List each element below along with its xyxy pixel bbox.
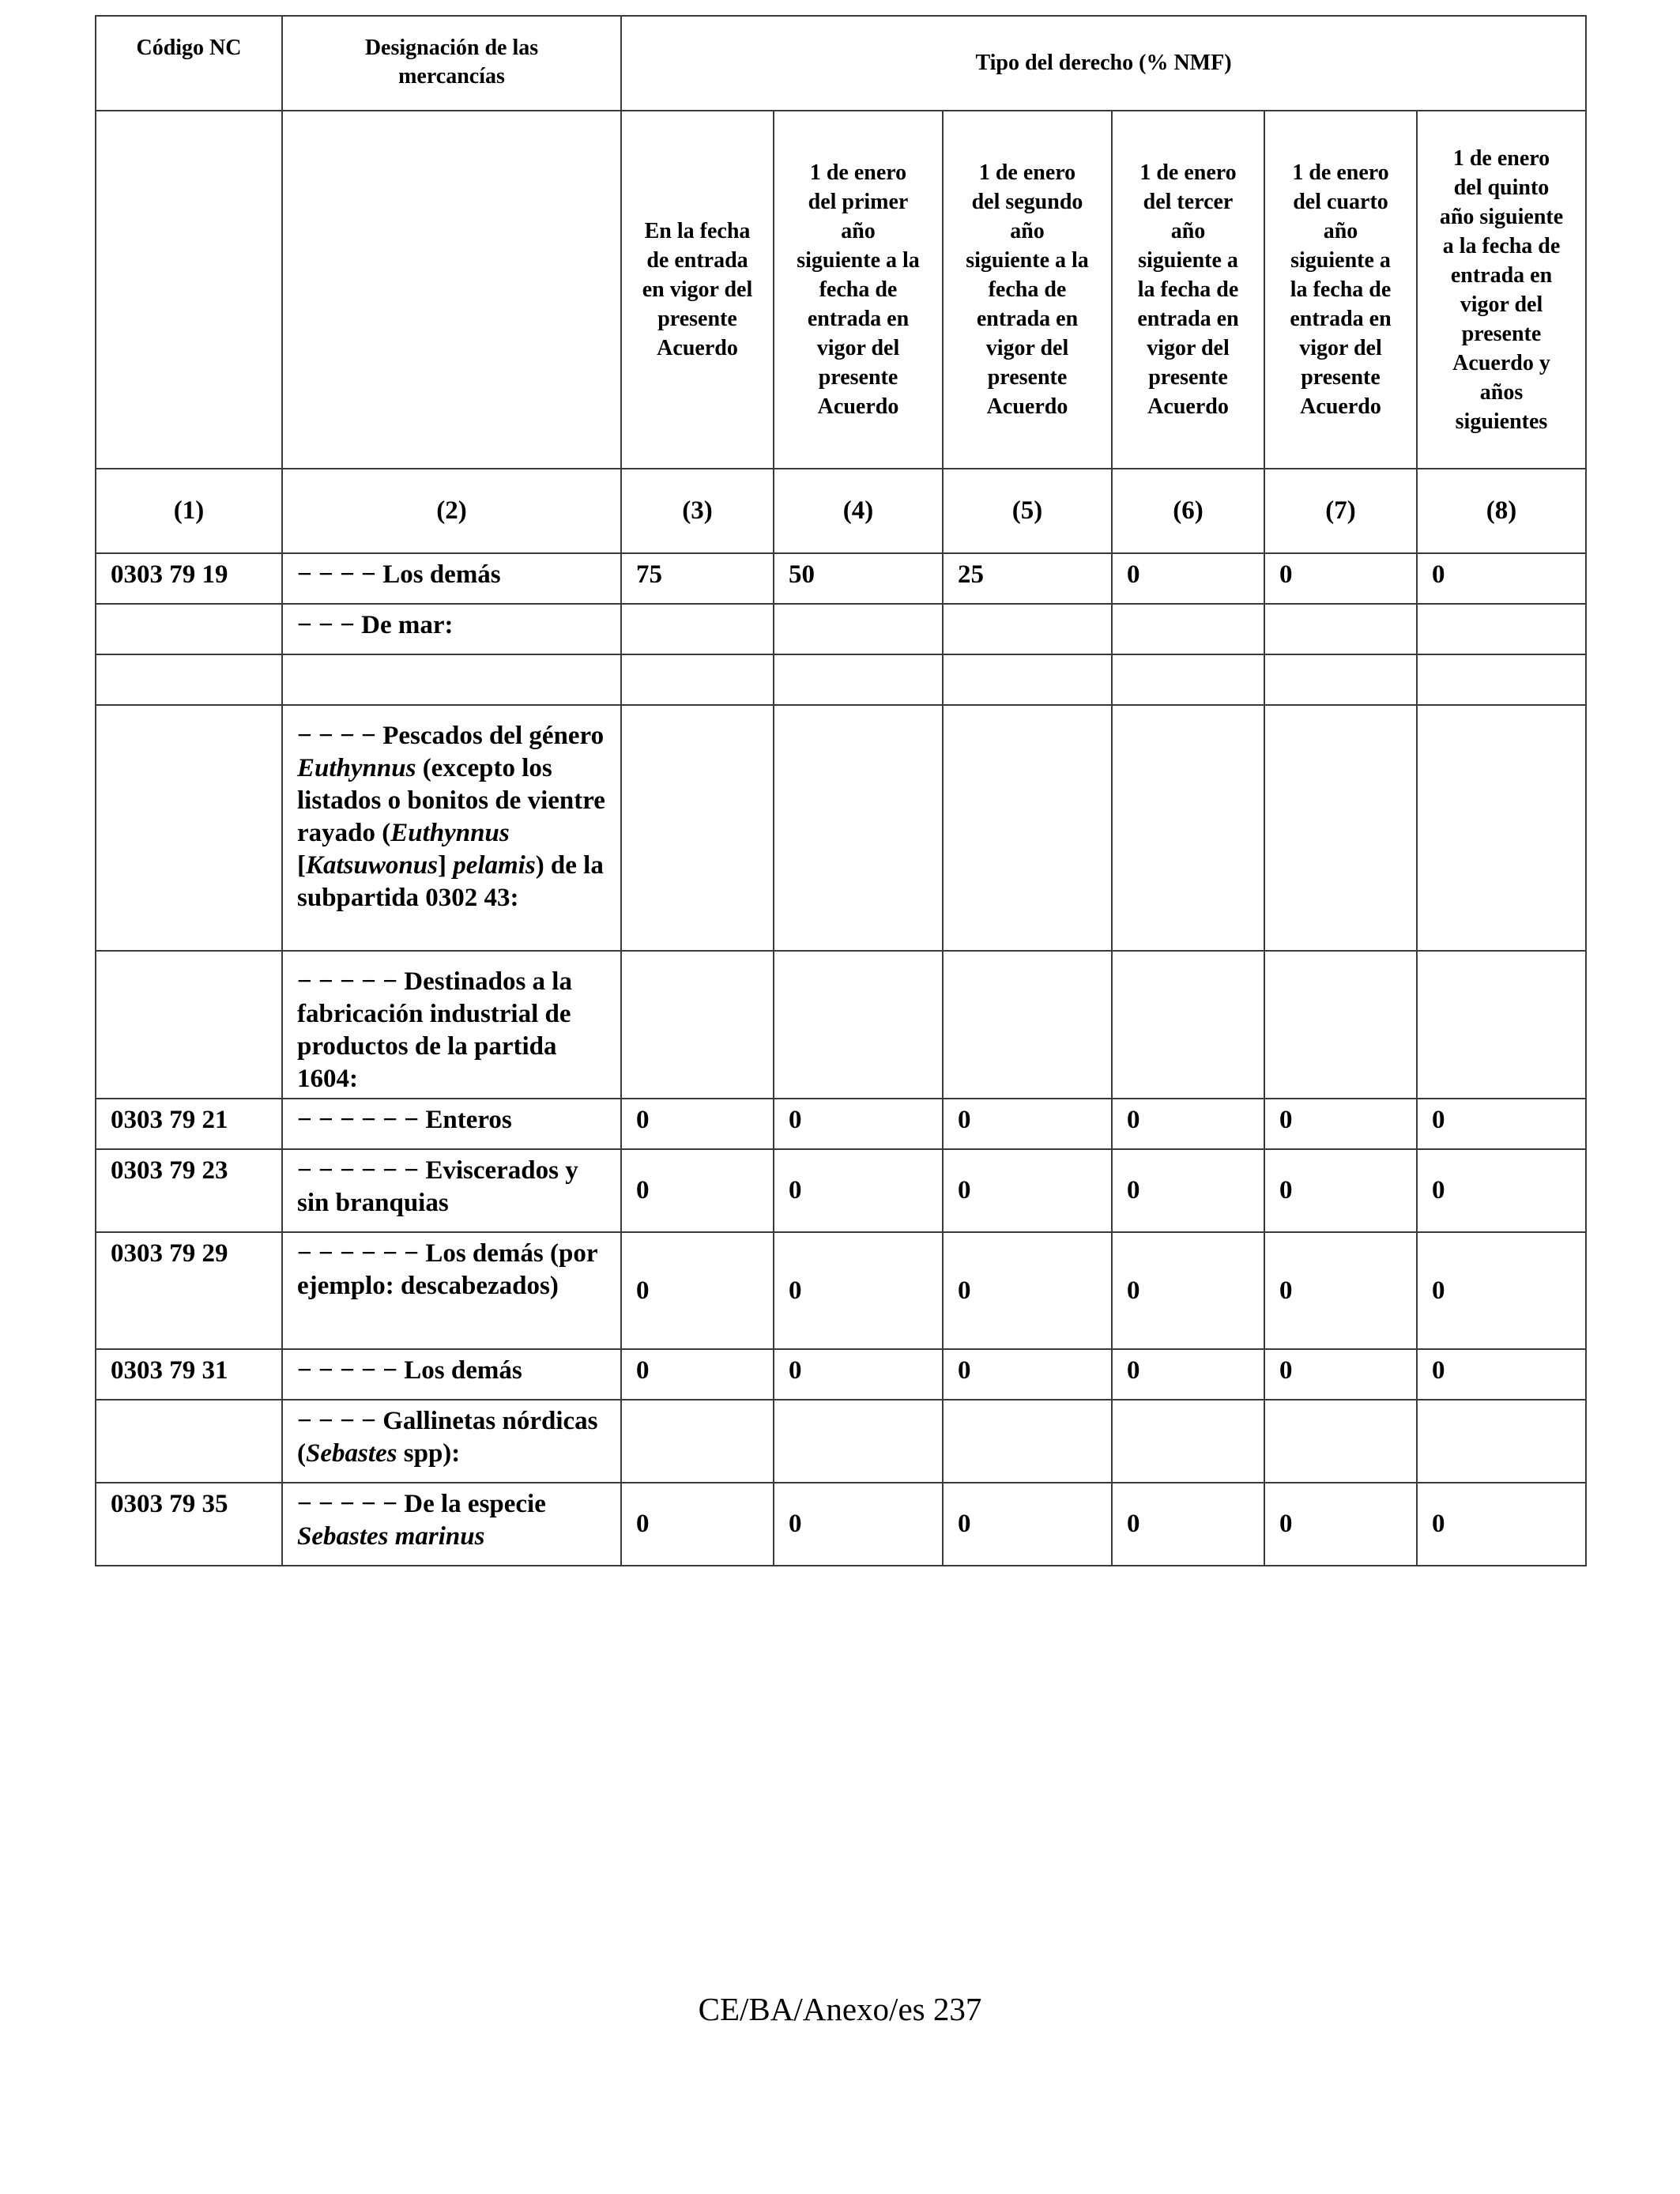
rate-cell: 0 xyxy=(1264,1099,1417,1149)
rate-cell xyxy=(943,951,1112,1099)
rate-cell xyxy=(1112,951,1264,1099)
rate-cell: 0 xyxy=(1417,1149,1586,1232)
rate-cell: 0 xyxy=(1112,1349,1264,1400)
rate-cell xyxy=(1264,705,1417,951)
rate-cell: 0 xyxy=(1264,1149,1417,1232)
rate-cell xyxy=(774,604,943,654)
rate-cell xyxy=(1417,1400,1586,1483)
rate-cell xyxy=(1112,604,1264,654)
header-sub-8: 1 de enero del quinto año siguiente a la fecha de entrada en vigor del presente Acuerdo y años siguientes xyxy=(1417,111,1586,469)
header-code: Código NC xyxy=(96,16,282,111)
rate-cell: 0 xyxy=(774,1232,943,1349)
rate-cell: 0 xyxy=(1264,1232,1417,1349)
col-number: (8) xyxy=(1417,469,1586,553)
rate-cell: 0 xyxy=(1417,1099,1586,1149)
table-row xyxy=(96,1099,1586,1149)
rate-cell xyxy=(774,654,943,705)
rate-cell: 0 xyxy=(1417,1232,1586,1349)
cn-code xyxy=(96,654,282,705)
rate-cell xyxy=(1264,654,1417,705)
rate-cell: 0 xyxy=(1112,1232,1264,1349)
table-row xyxy=(96,705,1586,951)
rate-cell: 0 xyxy=(621,1483,774,1566)
col-number: (2) xyxy=(282,469,621,553)
header-duty-rate: Tipo del derecho (% NMF) xyxy=(621,16,1586,111)
rate-cell: 0 xyxy=(621,1232,774,1349)
rate-cell xyxy=(621,705,774,951)
table-row xyxy=(96,553,1586,604)
table-row xyxy=(96,654,1586,705)
rate-cell xyxy=(1417,705,1586,951)
rate-cell: 0 xyxy=(1417,1349,1586,1400)
col-number: (6) xyxy=(1112,469,1264,553)
table-row xyxy=(96,951,1586,1099)
rate-cell: 0 xyxy=(774,1149,943,1232)
page-footer: CE/BA/Anexo/es 237 xyxy=(698,1991,982,2027)
rate-cell: 0 xyxy=(1417,1483,1586,1566)
rate-cell xyxy=(774,951,943,1099)
rate-cell xyxy=(1112,654,1264,705)
goods-description: − − − − Gallinetas nórdicas (Sebastes spp): xyxy=(282,1400,621,1483)
rate-cell: 0 xyxy=(1112,1483,1264,1566)
tariff-table xyxy=(95,15,1587,1566)
rate-cell xyxy=(1112,705,1264,951)
goods-description: − − − − − Destinados a la fabricación industrial de productos de la partida 1604: xyxy=(282,951,621,1099)
rate-cell xyxy=(943,1400,1112,1483)
header-row-numbers xyxy=(96,469,1586,553)
table-row xyxy=(96,1483,1586,1566)
rate-cell: 0 xyxy=(1264,553,1417,604)
cn-code: 0303 79 19 xyxy=(96,553,282,604)
rate-cell: 0 xyxy=(943,1349,1112,1400)
col-number: (5) xyxy=(943,469,1112,553)
header-designation: Designación de las mercancías xyxy=(282,16,621,111)
rate-cell: 0 xyxy=(774,1099,943,1149)
table-row xyxy=(96,1149,1586,1232)
cn-code: 0303 79 23 xyxy=(96,1149,282,1232)
table-row xyxy=(96,1400,1586,1483)
rate-cell xyxy=(621,951,774,1099)
goods-description: − − − − − − Enteros xyxy=(282,1099,621,1149)
header-sub-7: 1 de enero del cuarto año siguiente a la fecha de entrada en vigor del presente Acuerdo xyxy=(1264,111,1417,469)
rate-cell: 75 xyxy=(621,553,774,604)
header-blank-1 xyxy=(96,111,282,469)
rate-cell xyxy=(1417,654,1586,705)
header-row-1 xyxy=(96,16,1586,111)
rate-cell xyxy=(943,654,1112,705)
table-row xyxy=(96,1349,1586,1400)
rate-cell: 50 xyxy=(774,553,943,604)
rate-cell xyxy=(621,1400,774,1483)
col-number: (4) xyxy=(774,469,943,553)
header-sub-4: 1 de enero del primer año siguiente a la fecha de entrada en vigor del presente Acuerdo xyxy=(774,111,943,469)
rate-cell: 0 xyxy=(621,1349,774,1400)
cn-code: 0303 79 21 xyxy=(96,1099,282,1149)
rate-cell xyxy=(1417,951,1586,1099)
cn-code xyxy=(96,604,282,654)
goods-description: − − − − − − Los demás (por ejemplo: descabezados) xyxy=(282,1232,621,1349)
table-row xyxy=(96,1232,1586,1349)
rate-cell xyxy=(943,604,1112,654)
header-blank-2 xyxy=(282,111,621,469)
rate-cell xyxy=(774,705,943,951)
rate-cell: 0 xyxy=(943,1483,1112,1566)
rate-cell xyxy=(1417,604,1586,654)
rate-cell: 0 xyxy=(774,1483,943,1566)
goods-description: − − − − − Los demás xyxy=(282,1349,621,1400)
goods-description: − − − De mar: xyxy=(282,604,621,654)
rate-cell: 0 xyxy=(1112,1149,1264,1232)
cn-code xyxy=(96,1400,282,1483)
rate-cell xyxy=(621,654,774,705)
goods-description xyxy=(282,654,621,705)
rate-cell xyxy=(1264,1400,1417,1483)
goods-description: − − − − Pescados del género Euthynnus (excepto los listados o bonitos de vientre rayado (Euthynnus [Katsuwonus] pelamis) de la subpartida 0302 43: xyxy=(282,705,621,951)
cn-code xyxy=(96,951,282,1099)
header-sub-5: 1 de enero del segundo año siguiente a la fecha de entrada en vigor del presente Acuerdo xyxy=(943,111,1112,469)
cn-code xyxy=(96,705,282,951)
rate-cell xyxy=(1264,604,1417,654)
rate-cell: 0 xyxy=(943,1149,1112,1232)
goods-description: − − − − − − Eviscerados y sin branquias xyxy=(282,1149,621,1232)
cn-code: 0303 79 29 xyxy=(96,1232,282,1349)
rate-cell xyxy=(943,705,1112,951)
header-row-2 xyxy=(96,111,1586,469)
header-sub-6: 1 de enero del tercer año siguiente a la fecha de entrada en vigor del presente Acuerdo xyxy=(1112,111,1264,469)
rate-cell: 0 xyxy=(774,1349,943,1400)
table-row xyxy=(96,604,1586,654)
rate-cell: 0 xyxy=(1417,553,1586,604)
cn-code: 0303 79 35 xyxy=(96,1483,282,1566)
header-sub-3: En la fecha de entrada en vigor del presente Acuerdo xyxy=(621,111,774,469)
rate-cell: 0 xyxy=(621,1099,774,1149)
rate-cell: 0 xyxy=(1264,1483,1417,1566)
rate-cell: 0 xyxy=(943,1232,1112,1349)
rate-cell: 0 xyxy=(1112,1099,1264,1149)
goods-description: − − − − Los demás xyxy=(282,553,621,604)
rate-cell xyxy=(1112,1400,1264,1483)
cn-code: 0303 79 31 xyxy=(96,1349,282,1400)
col-number: (7) xyxy=(1264,469,1417,553)
rate-cell xyxy=(621,604,774,654)
goods-description: − − − − − De la especie Sebastes marinus xyxy=(282,1483,621,1566)
rate-cell xyxy=(1264,951,1417,1099)
rate-cell: 0 xyxy=(1112,553,1264,604)
rate-cell xyxy=(774,1400,943,1483)
col-number: (3) xyxy=(621,469,774,553)
rate-cell: 25 xyxy=(943,553,1112,604)
col-number: (1) xyxy=(96,469,282,553)
rate-cell: 0 xyxy=(1264,1349,1417,1400)
rate-cell: 0 xyxy=(621,1149,774,1232)
rate-cell: 0 xyxy=(943,1099,1112,1149)
